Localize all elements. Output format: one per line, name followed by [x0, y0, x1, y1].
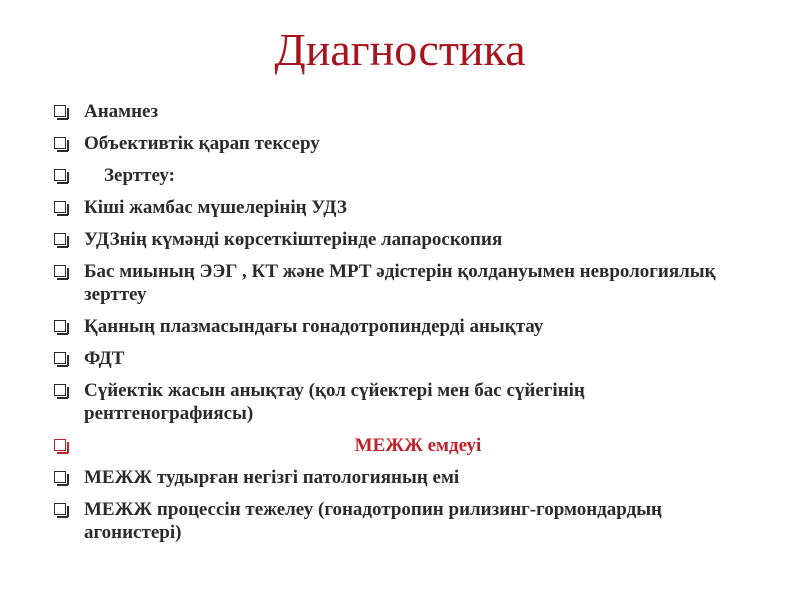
- checkbox-bullet-icon: [52, 434, 84, 457]
- list-item-text: Объективтік қарап тексеру: [84, 133, 320, 154]
- list-item-text: Зерттеу:: [104, 165, 175, 186]
- list-item-text: Анамнез: [84, 101, 159, 122]
- checkbox-bullet-icon: [52, 498, 84, 521]
- list-item: [52, 228, 752, 251]
- checkbox-bullet-icon: [52, 132, 84, 155]
- list-item: [52, 466, 752, 489]
- checkbox-bullet-icon: [52, 347, 84, 370]
- list-item-text: МЕЖЖ тудырған негізгі патологияның емі: [84, 467, 460, 488]
- checkbox-bullet-icon: [52, 196, 84, 219]
- checkbox-bullet-icon: [52, 228, 84, 251]
- checkbox-bullet-icon: [52, 315, 84, 338]
- list-item: [52, 196, 752, 219]
- list-item-text: МЕЖЖ процессін тежелеу (гонадотропин рилизинг-гормондардың агонистері): [84, 499, 663, 543]
- list-item: [52, 132, 752, 155]
- list-item: [52, 260, 752, 306]
- checkbox-bullet-icon: [52, 466, 84, 489]
- list-item-text: Сүйектік жасын анықтау (қол сүйектері мен бас сүйегінің рентгенографиясы): [84, 380, 585, 424]
- checkbox-bullet-icon: [52, 164, 84, 187]
- slide-title: Диагностика: [274, 24, 526, 75]
- list-section-heading: МЕЖЖ емдеуі: [354, 435, 482, 456]
- list-item: [52, 498, 752, 544]
- checkbox-bullet-icon: [52, 260, 84, 283]
- checkbox-bullet-icon: [52, 100, 84, 123]
- list-item: [52, 379, 752, 425]
- list-item: [52, 315, 752, 338]
- list-item-heading: [52, 434, 752, 457]
- list-item-text: Кіші жамбас мүшелерінің УДЗ: [84, 197, 347, 218]
- list-item: [52, 100, 752, 123]
- checkbox-bullet-icon: [52, 379, 84, 402]
- list-item-text: УДЗнің күмәнді көрсеткіштерінде лапароскопия: [84, 229, 503, 250]
- bullet-list: [52, 100, 752, 553]
- list-item-text: Қанның плазмасындағы гонадотропиндерді анықтау: [84, 316, 544, 337]
- list-item-text: ФДТ: [84, 348, 125, 369]
- list-item-text: Бас миының ЭЭГ , КТ және МРТ әдістерін қолдануымен неврологиялық зерттеу: [84, 261, 716, 305]
- list-item: [52, 347, 752, 370]
- list-item: [52, 164, 752, 187]
